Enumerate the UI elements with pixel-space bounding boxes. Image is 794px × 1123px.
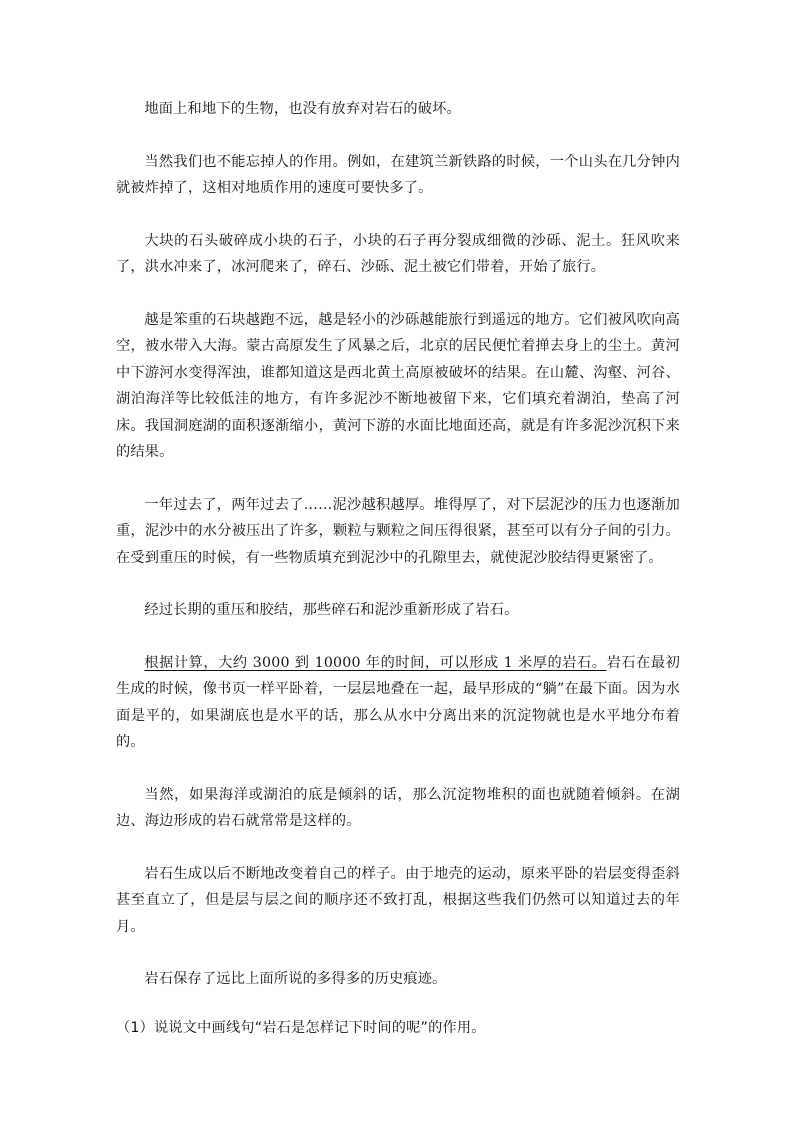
paragraph-1: 地面上和地下的生物，也没有放弃对岩石的破坏。 <box>144 101 461 117</box>
paragraph-4: 越是笨重的石块越跑不远，越是轻小的沙砾越能旅行到遥远的地方。它们被风吹向高空，被水带入大海。蒙古高原发生了风暴之后，北京的居民便忙着掸去身上的尘土。黄河中下游河水变得浑浊，谁都知道这是西北黄土高原被破坏的结果。在山麓、沟壑、河谷、湖泊海洋等比较低洼的地方，有许多泥沙不断地被留下来，它们填充着湖泊，垫高了河床。我国洞庭湖的面积逐渐缩小，黄河下游的水面比地面还高，就是有许多泥沙沉积下来的结果。 <box>116 311 680 460</box>
paragraph-10: 岩石保存了远比上面所说的多得多的历史痕迹。 <box>144 971 447 987</box>
paragraph-3: 大块的石头破碎成小块的石子，小块的石子再分裂成细微的沙砾、泥土。狂风吹来了，洪水冲来了，冰河爬来了，碎石、沙砾、泥土被它们带着，开始了旅行。 <box>116 232 680 275</box>
paragraph-5: 一年过去了，两年过去了……泥沙越积越厚。堆得厚了，对下层泥沙的压力也逐渐加重，泥沙中的水分被压出了许多，颗粒与颗粒之间压得很紧，甚至可以有分子间的引力。在受到重压的时候，有一些物质填充到泥沙中的孔隙里去，就使泥沙胶结得更紧密了。 <box>116 496 680 566</box>
paragraph-7-rest: 岩石在最初生成的时候，像书页一样平卧着，一层层地叠在一起，最早形成的“躺”在最下面。因为水面是平的，如果湖底也是水平的话，那么从水中分离出来的沉淀物就也是水平地分布着的。 <box>116 654 680 750</box>
underlined-sentence: 根据计算，大约 3000 到 10000 年的时间，可以形成 1 米厚的岩石。 <box>144 654 607 671</box>
question-1: （1）说说文中画线句“岩石是怎样记下时间的呢”的作用。 <box>116 1019 486 1036</box>
paragraph-8: 当然，如果海洋或湖泊的底是倾斜的话，那么沉淀物堆积的面也就随着倾斜。在湖边、海边形成的岩石就常常是这样的。 <box>116 786 680 829</box>
paragraph-9: 岩石生成以后不断地改变着自己的样子。由于地壳的运动，原来平卧的岩层变得歪斜甚至直立了，但是层与层之间的顺序还不致打乱，根据这些我们仍然可以知道过去的年月。 <box>116 865 680 935</box>
paragraph-7 <box>116 650 680 756</box>
paragraph-6: 经过长期的重压和胶结，那些碎石和泥沙重新形成了岩石。 <box>144 602 519 618</box>
paragraph-2: 当然我们也不能忘掉人的作用。例如，在建筑兰新铁路的时候，一个山头在几分钟内就被炸掉了，这相对地质作用的速度可要快多了。 <box>116 153 680 196</box>
